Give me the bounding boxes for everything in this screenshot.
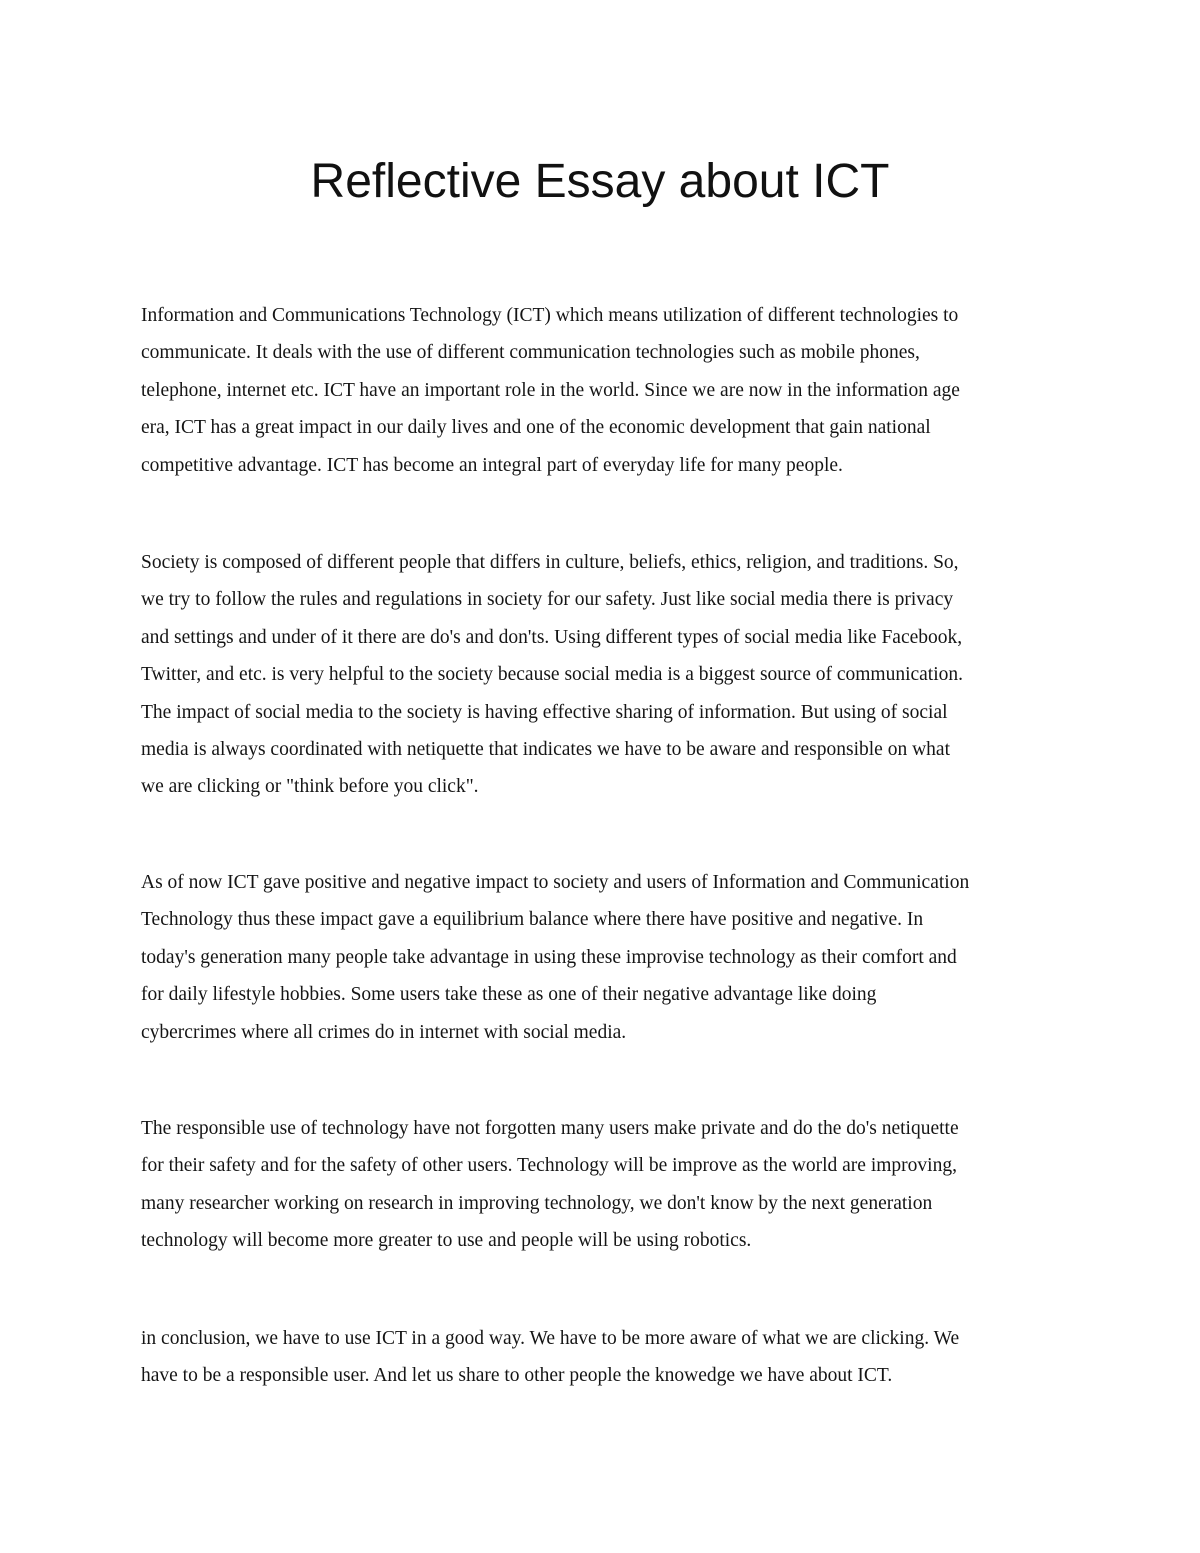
paragraph-line: The impact of social media to the society is having effective sharing of information. But using of social <box>141 701 948 723</box>
paragraph-line: have to be a responsible user. And let us share to other people the knowedge we have about ICT. <box>141 1365 893 1387</box>
paragraph-line: and settings and under of it there are do's and don'ts. Using different types of social media like Facebook, <box>141 626 963 648</box>
paragraph-line: Twitter, and etc. is very helpful to the society because social media is a biggest source of communication. <box>141 664 964 686</box>
paragraph-line: competitive advantage. ICT has become an integral part of everyday life for many people. <box>141 454 843 476</box>
paragraph-line: Information and Communications Technology (ICT) which means utilization of different technologies to <box>141 305 959 326</box>
paragraph-2 <box>141 544 1066 806</box>
document-title: Reflective Essay about ICT <box>310 155 890 208</box>
paragraph-line: era, ICT has a great impact in our daily lives and one of the economic development that gain national <box>141 417 931 439</box>
paragraph-line: today's generation many people take advantage in using these improvise technology as their comfort and <box>141 946 957 968</box>
paragraph-line: many researcher working on research in improving technology, we don't know by the next generation <box>141 1192 933 1214</box>
paragraph-line: technology will become more greater to use and people will be using robotics. <box>141 1230 752 1252</box>
paragraph-line: communicate. It deals with the use of different communication technologies such as mobile phones, <box>141 342 920 364</box>
paragraph-1 <box>141 297 1066 484</box>
paragraph-line: for their safety and for the safety of other users. Technology will be improve as the world are improving, <box>141 1155 957 1177</box>
paragraph-line: for daily lifestyle hobbies. Some users take these as one of their negative advantage like doing <box>141 984 877 1006</box>
paragraph-3 <box>141 864 1066 1051</box>
paragraph-line: in conclusion, we have to use ICT in a good way. We have to be more aware of what we are clicking. We <box>141 1328 960 1349</box>
paragraph-4 <box>141 1110 1066 1260</box>
paragraph-line: we are clicking or "think before you click". <box>141 776 479 798</box>
paragraph-line: The responsible use of technology have not forgotten many users make private and do the do's netiquette <box>141 1118 959 1139</box>
paragraph-line: media is always coordinated with netiquette that indicates we have to be aware and responsible on what <box>141 738 950 760</box>
paragraph-line: telephone, internet etc. ICT have an important role in the world. Since we are now in the information age <box>141 379 960 401</box>
paragraph-line: Society is composed of different people that differs in culture, beliefs, ethics, religion, and traditions. So, <box>141 552 959 573</box>
paragraph-line: Technology thus these impact gave a equilibrium balance where there have positive and negative. In <box>141 909 924 931</box>
paragraph-5 <box>141 1320 1066 1395</box>
paragraph-line: cybercrimes where all crimes do in internet with social media. <box>141 1021 627 1043</box>
paragraph-line: we try to follow the rules and regulations in society for our safety. Just like social media there is privacy <box>141 589 954 611</box>
paragraph-line: As of now ICT gave positive and negative impact to society and users of Information and Communication <box>141 872 970 893</box>
